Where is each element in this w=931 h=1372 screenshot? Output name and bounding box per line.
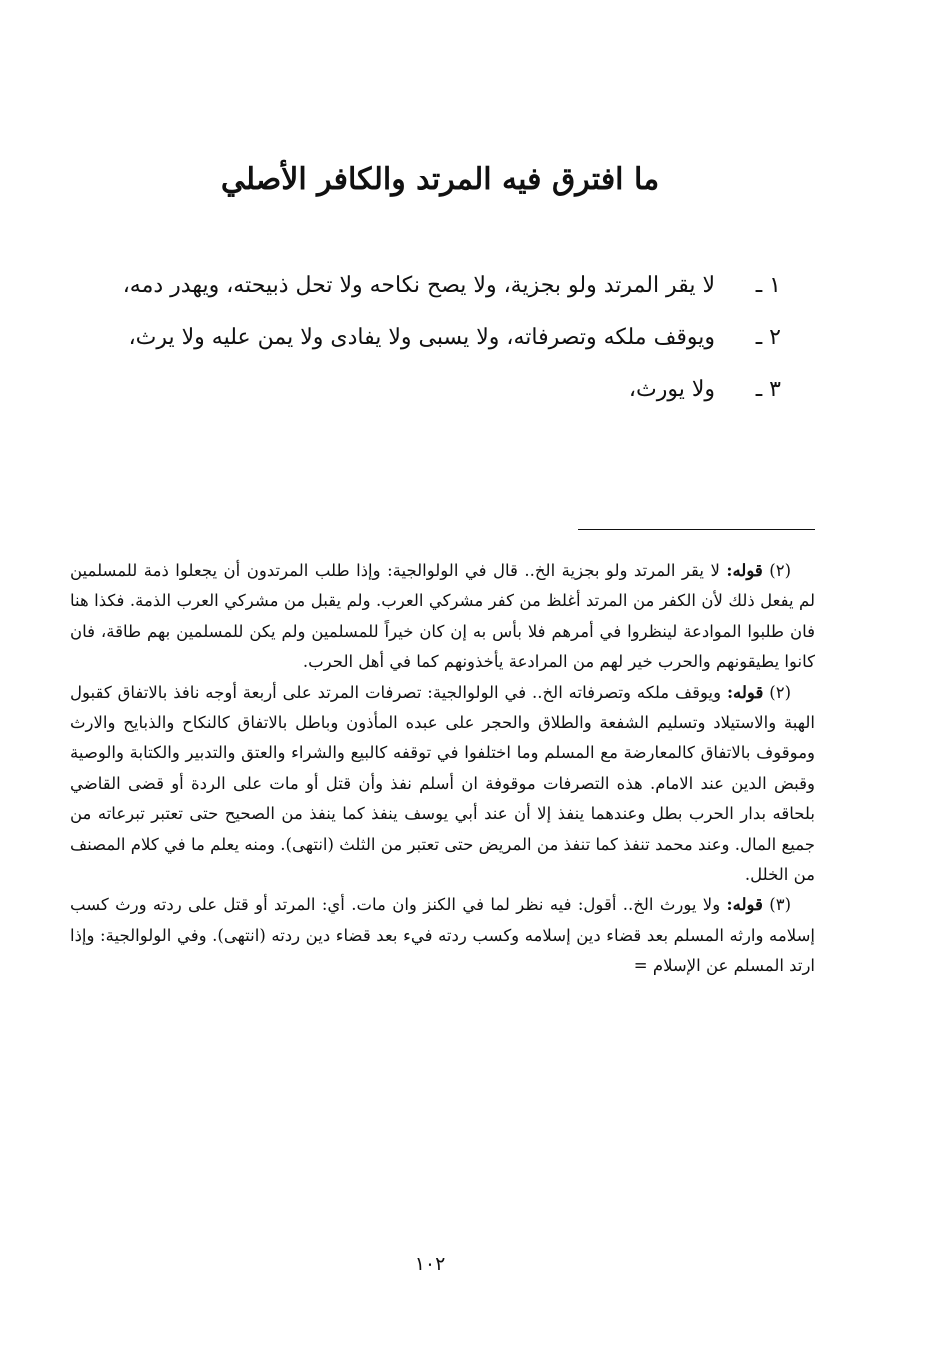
numbered-list (71, 260, 781, 416)
item-text: لا يقر المرتد ولو بجزية، ولا يصح نكاحه ولا تحل ذبيحته، ويهدر دمه، (122, 273, 715, 298)
footnote (70, 556, 815, 678)
footnote-lead: قوله: (726, 895, 763, 915)
item-number: ٢ ـ (755, 325, 781, 350)
item-text: ويوقف ملكه وتصرفاته، ولا يسبى ولا يفادى ولا يمن عليه ولا يرث، (128, 325, 715, 350)
list-item (71, 260, 781, 312)
item-text: ولا يورث، (628, 377, 715, 402)
page-number: ١٠٢ (414, 1253, 446, 1275)
footnote-marker: (٢) (769, 561, 792, 580)
footnote-marker: (٢) (769, 682, 791, 702)
footnote-separator (578, 529, 815, 530)
footnote-text: لا يقر المرتد ولو بجزية الخ.. قال في الولوالجية: وإذا طلب المرتدون أن يجعلوا ذمة للمسلمين لم يفعل ذلك لأن الكفر من المرتد أغلظ من كفر مشركي العرب. ولم يقبل من مشركي العرب الذمة. فكذا هنا فان طلبوا الموادعة لينظروا في أمرهم فلا بأس به إن كان خيراً للمسلمين ولم يكن للمسلمين بهم طاقة، فان كانوا يطيقونهم والحرب خير لهم من المرادعة يأخذونهم كما في أهل الحرب. (70, 561, 815, 672)
list-item (71, 364, 781, 416)
footnote-lead: قوله: (726, 561, 763, 580)
item-number: ١ ـ (755, 273, 781, 298)
footnote-marker: (٣) (769, 895, 791, 915)
footnote-lead: قوله: (726, 682, 764, 702)
footnote-text: ولا يورث الخ.. أقول: فيه نظر لما في الكنز وان مات. أي: المرتد أو قتل على ردته ورث كسب إسلامه وارثه المسلم بعد قضاء دين إسلامه وكسب ردته فيء بعد قضاء دين ردته (انتهى). وفي الولوالجية: وإذا ارتد المسلم عن الإسلام = (70, 895, 815, 976)
footnote (70, 678, 815, 891)
item-number: ٣ ـ (755, 377, 781, 402)
page-title: ما افترق فيه المرتد والكافر الأصلي (220, 162, 660, 197)
footnote-text: ويوقف ملكه وتصرفاته الخ.. في الولوالجية: تصرفات المرتد على أربعة أوجه نافذ بالاتفاق كقبول الهبة والاستيلاد وتسليم الشفعة والطلاق والحجر على عبده المأذون وباطل بالاتفاق كالنكاح والذبايح والارث وموقوف بالاتفاق كالمعارضة مع المسلم وما اختلفوا في توقفه كالبيع والشراء والعتق والتدبير والكتابة والوصية وقبض الدين عند الامام. هذه التصرفات موقوفة ان أسلم نفذ وأن قتل أو مات على الردة أو قضى القاضي بلحاقه بدار الحرب بطل وعندهما ينفذ إلا أن عند أبي يوسف ينفذ كما ينفذ من الصحيح حتى تعتبر تبرعاته من جميع المال. وعند محمد تنفذ كما تنفذ من المريض حتى تعتبر من الثلث (انتهى). ومنه يعلم ما في كلام المصنف من الخلل. (70, 682, 815, 885)
footnote (70, 890, 815, 981)
list-item (71, 312, 781, 364)
footnotes (70, 556, 815, 982)
